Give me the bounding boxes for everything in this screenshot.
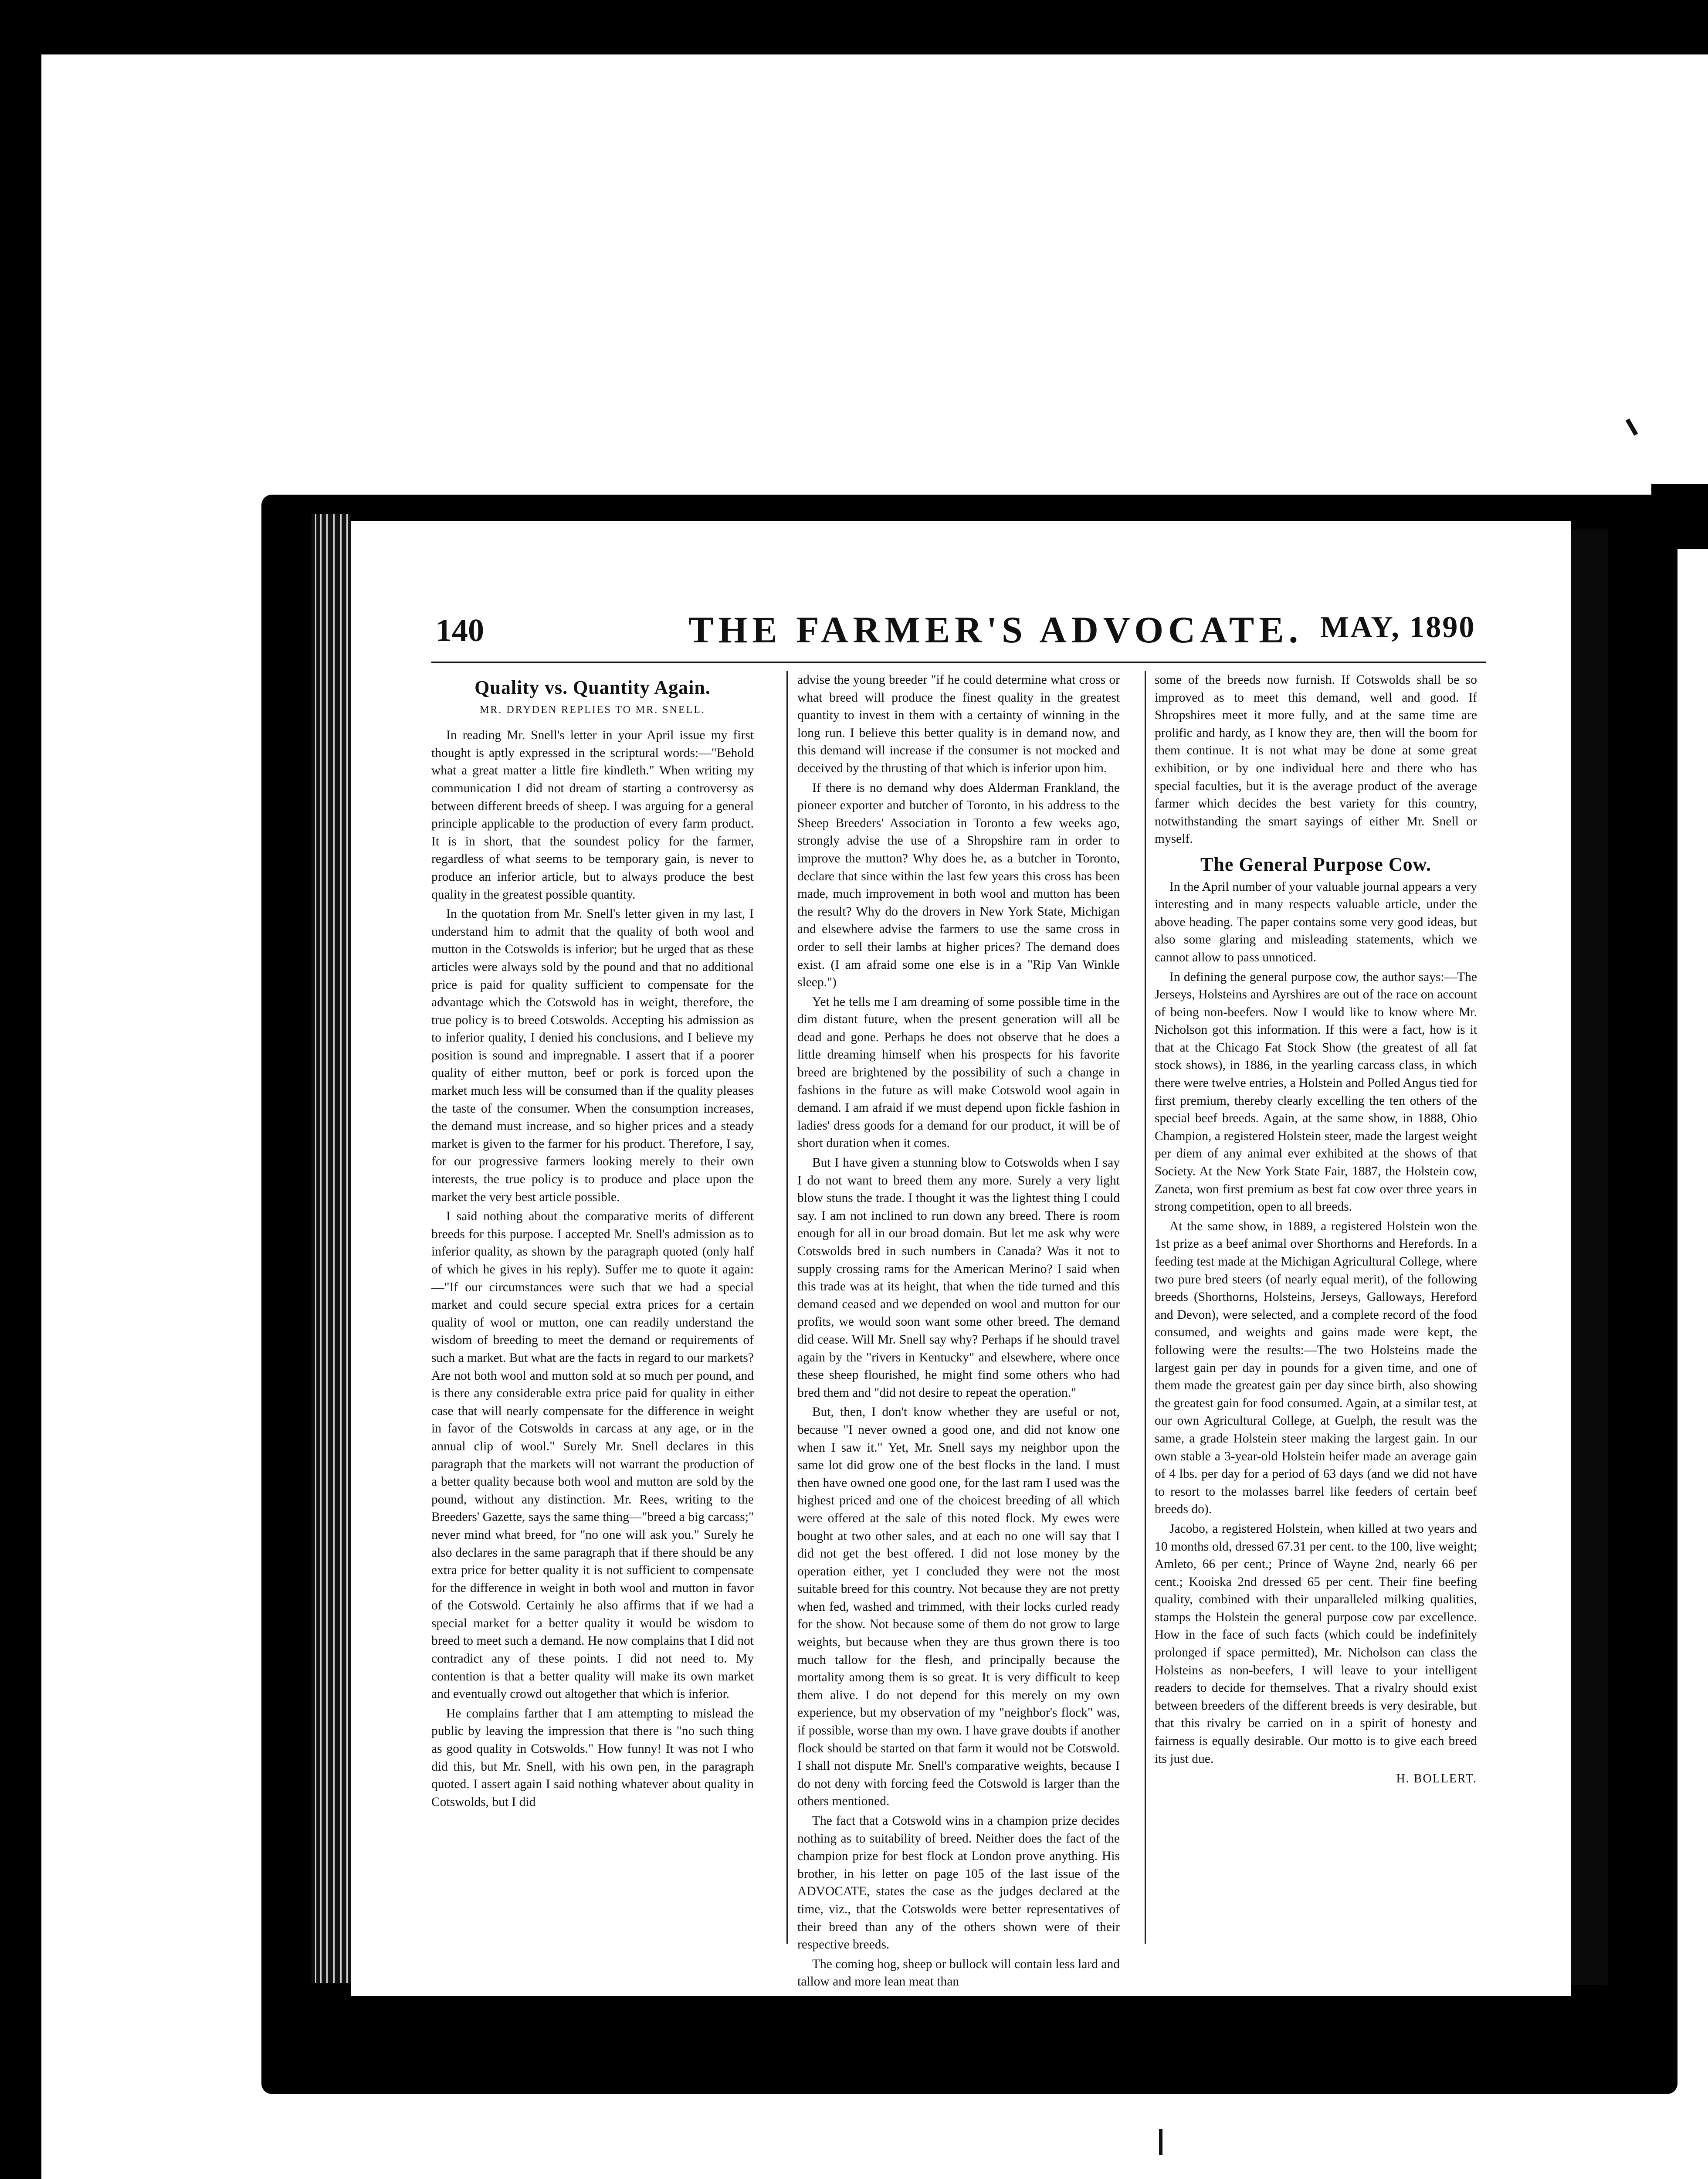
column-1 (431, 671, 754, 1946)
article-byline: MR. DRYDEN REPLIES TO MR. SNELL. (480, 704, 705, 716)
paragraph: Yet he tells me I am dreaming of some possible time in the dim distant future, when the present generation will all be dead and gone. Perhaps he does not observe that he does a little dreaming himself when his prospects for his favorite breed are brightened by the possibility of such a change in fashions in the future as will make Cotswold wool again in demand. I am afraid if we must depend upon fickle fashion in ladies' dress goods for a demand for our product, it will be of short duration when it comes. (797, 994, 1120, 1151)
column-3 (1155, 671, 1477, 1946)
running-head (351, 608, 1571, 656)
paragraph: At the same show, in 1889, a registered Holstein won the 1st prize as a beef animal over Shorthorns and Herefords. In a feeding test made at the Michigan Agricultural College, where two pure bred steers (of nearly equal merit), of the following breeds (Shorthorns, Holsteins, Jerseys, Galloways, Hereford and Devon), were selected, and a complete record of the food consumed, and weights and gains made were kept, the following were the results:—The two Holsteins made the largest gain per day in pounds for a given time, and one of them made the greatest gain per day since birth, also showing the greatest gain for food consumed. Again, at a similar test, at our own Agricultural College, at Guelph, the result was the same, a grade Holstein steer making the largest gain. In our own stable a 3-year-old Holstein heifer made an average gain of 4 lbs. per day for a period of 63 days (and we did not have to resort to the molasses barrel like feeders of certain beef breeds do). (1155, 1219, 1477, 1517)
paragraph: Jacobo, a registered Holstein, when killed at two years and 10 months old, dressed 67.31 per cent. to the 100, live weight; Amleto, 66 per cent.; Prince of Wayne 2nd, nearly 66 per cent.; Kooiska 2nd dressed 65 per cent. Their fine beefing quality, combined with their unparalleled milking qualities, stamps the Holstein the general purpose cow par excellence. How in the face of such facts (which could be indefinitely prolonged if space permitted), Mr. Nicholson can class the Holsteins as non-beefers, I will leave to your intelligent readers to decide for themselves. That a rivalry should exist between breeders of the different breeds is very desirable, but that this rivalry be carried on in a spirit of honesty and fairness is equally desirable. Our motto is to give each breed its just due. (1155, 1521, 1477, 1766)
newspaper-page (351, 521, 1571, 1996)
scan-mark (1159, 2129, 1162, 2155)
paragraph: In the quotation from Mr. Snell's letter given in my last, I understand him to admit that the quality of both wool and mutton in the Cotswolds is inferior; but he urged that as these articles were always sold by the pound and that no additional price is paid for quality sufficient to compensate for the advantage which the Cotswold has in weight, therefore, the true policy is to breed Cotswolds. Accepting his admission as to inferior quality, I denied his conclusions, and I believe my position is sound and impregnable. I assert that if a poorer quality of either mutton, beef or pork is forced upon the market much less will be consumed than if the quality pleases the taste of the consumer. When the consumption increases, the demand must increase, and so higher prices and a steady market is given to the farmer for his product. Therefore, I say, for our progressive farmers looking merely to their own interests, the true policy is to produce and place upon the market the very best article possible. (431, 907, 754, 1204)
page-number: 140 (436, 613, 484, 648)
paragraph: He complains farther that I am attempting to mislead the public by leaving the impression that there is "no such thing as good quality in Cotswolds." How funny! It was not I who did this, but Mr. Snell, with his own pen, in the paragraph quoted. I assert again I said nothing whatever about quality in Cotswolds, but I did (431, 1706, 754, 1809)
paragraph: In reading Mr. Snell's letter in your April issue my first thought is aptly expressed in the scriptural words:—"Behold what a great matter a little fire kindleth." When writing my communication I did not dream of starting a controversy as between different breeds of sheep. I was arguing for a general principle applicable to the production of every farm product. It is in short, that the soundest policy for the farmer, regardless of what seems to be temporary gain, is never to produce an inferior article, but to always produce the best quality in the greatest possible quantity. (431, 728, 754, 902)
article-title: The General Purpose Cow. (1200, 853, 1431, 875)
paragraph: some of the breeds now furnish. If Cotswolds shall be so improved as to meet this demand, well and good. If Shropshires meet it more fully, and at the same time are prolific and hardy, as I know they are, then will the boom for them continue. It is not what may be done at some great exhibition, or by one individual here and there who has special faculties, but it is the average product of the average farmer which decides the best variety for this country, notwithstanding the smart sayings of either Mr. Snell or myself. (1155, 673, 1477, 846)
column-divider (786, 671, 788, 1944)
paragraph: In defining the general purpose cow, the author says:—The Jerseys, Holsteins and Ayrshires are out of the race on account of being non-beefers. Now I would like to know where Mr. Nicholson got this information. If this were a fact, how is it that at the Chicago Fat Stock Show (the greatest of all fat stock shows), in 1886, in the yearling carcass class, in which there were twelve entries, a Holstein and Polled Angus tied for first premium, thereby clearly excelling the ten others of the special beef breeds. Again, at the same show, in 1888, Ohio Champion, a registered Holstein steer, made the largest weight per diem of any animal ever exhibited at the shows of that Society. At the New York State Fair, 1887, the Holstein cow, Zaneta, won first premium as best fat cow over three years in strong competition, open to all breeds. (1155, 970, 1477, 1214)
issue-date: MAY, 1890 (1320, 611, 1476, 644)
paragraph: But I have given a stunning blow to Cotswolds when I say I do not want to breed them any more. Surely a very light blow stuns the trade. I thought it was the lightest thing I could say. I am not inclined to run down any breed. There is room enough for all in our broad domain. But let me ask why were Cotswolds bred in such numbers in Canada? Was it not to supply crossing rams for the American Merino? I said when this trade was at its height, that when the tide turned and this demand ceased and we depended on wool and mutton for our profits, we would soon want some other breed. The demand did cease. Will Mr. Snell say why? Perhaps if he should travel again by the "rivers in Kentucky" and elsewhere, where once these sheep flourished, he might find some others who had bred them and "did not desire to repeat the operation." (797, 1156, 1120, 1400)
paragraph: advise the young breeder "if he could determine what cross or what breed will produce the finest quality in the greatest quantity to invest in them with a certainty of winning in the long run. I believe this better quality is in demand now, and this demand will increase if the consumer is not mocked and deceived by the thrusting of that which is inferior upon him. (797, 673, 1120, 775)
book-spine (312, 514, 351, 1983)
paragraph: The coming hog, sheep or bullock will contain less lard and tallow and more lean meat than (797, 1957, 1120, 1989)
paragraph: I said nothing about the comparative merits of different breeds for this purpose. I accepted Mr. Snell's admission as to inferior quality, as shown by the paragraph quoted (only half of which he gives in his reply). Suffer me to quote it again:—"If our circumstances were such that we had a special market and could secure special extra prices for a certain quality of wool or mutton, one can readily understand the wisdom of breeding to meet the demand or requirements of such a market. But what are the facts in regard to our markets? Are not both wool and mutton sold at so much per pound, and is there any considerable extra price paid for quality in either case that will nearly compensate for the difference in weight in favor of the Cotswolds in carcass at any age, or in the annual clip of wool." Surely Mr. Snell declares in this paragraph that the markets will not warrant the production of a better quality because both wool and mutton are sold by the pound, without any distinction. Mr. Rees, writing to the Breeders' Gazette, says the same thing—"breed a big carcass;" never mind what breed, for "no one will ask you." Surely he also declares in the same paragraph that if there should be any extra price for better quality it is not sufficient to compensate for the difference in weight in both wool and mutton in favor of the Cotswold. Certainly he also affirms that if we had a special market for a better quality it would be wisdom to breed to meet such a demand. He now complains that I did not contradict any of these points. I did not need to. My contention is that a better quality will make its own market and eventually crowd out altogether that which is inferior. (431, 1209, 754, 1701)
paragraph: If there is no demand why does Alderman Frankland, the pioneer exporter and butcher of Toronto, in his address to the Sheep Breeders' Association in Toronto a few weeks ago, strongly advise the use of a Shropshire ram in order to improve the mutton? Why does he, as a butcher in Toronto, declare that since within the last few years this cross has been made, much improvement in both wool and mutton has been the result? Why do the drovers in New York State, Michigan and elsewhere advise the farmers to use the same cross in order to sell their lambs at higher prices? The demand does exist. (I am afraid some one else is in a "Rip Van Winkle sleep.") (797, 781, 1120, 990)
header-rule (431, 662, 1486, 663)
journal-title: THE FARMER'S ADVOCATE. (688, 609, 1303, 651)
paragraph: But, then, I don't know whether they are useful or not, because "I never owned a good one, and did not know one when I saw it." Yet, Mr. Snell says my neighbor upon the same lot did grow one of the best flocks in the land. I must then have owned one good one, for the last ram I used was the highest priced and one of the choicest breeding of all which were offered at the sale of this noted flock. My ewes were bought at two other sales, and at each no one will say that I did not get the best offered. I did not lose money by the operation either, yet I concluded they were not the most suitable breed for this country. Not because they are not pretty when fed, washed and trimmed, with their locks curled ready for the show. Not because some of them do not grow to large weights, but because when they are thus grown there is too much tallow for the flesh, and principally because the mortality among them is so great. It is very difficult to keep them alive. I do not depend for this merely on my own experience, but my observation of my "neighbor's flock" was, if possible, worse than my own. I have grave doubts if another flock should be started on that farm it would not be Cotswold. I shall not dispute Mr. Snell's comparative weights, because I do not deny with forcing feed the Cotswold is larger than the others mentioned. (797, 1405, 1120, 1809)
column-divider (1145, 671, 1146, 1944)
paragraph: In the April number of your valuable journal appears a very interesting and in many respects valuable article, under the above heading. The paper contains some very good ideas, but also some glaring and misleading statements, which we cannot allow to pass unnoticed. (1155, 879, 1477, 964)
article-title: Quality vs. Quantity Again. (474, 677, 711, 698)
column-2 (797, 671, 1120, 1989)
paragraph: The fact that a Cotswold wins in a champion prize decides nothing as to suitability of breed. Neither does the fact of the champion prize for best flock at London prove anything. His brother, in his letter on page 105 of the last issue of the ADVOCATE, states the case as the judges declared at the time, viz., that the Cotswolds were better representatives of their breed than any of the others shown were of their respective breeds. (797, 1814, 1120, 1952)
volume-edge (1651, 484, 1708, 549)
author-signature: H. BOLLERT. (1396, 1772, 1477, 1786)
